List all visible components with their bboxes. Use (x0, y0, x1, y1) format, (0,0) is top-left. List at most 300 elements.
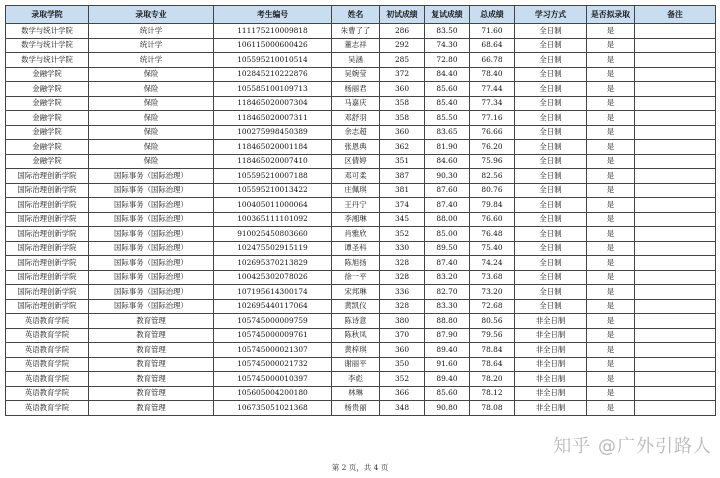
cell-admitted: 是 (587, 67, 635, 82)
cell-admitted: 是 (587, 169, 635, 184)
cell-remarks (635, 299, 716, 314)
header-major: 录取专业 (89, 6, 214, 24)
cell-college: 国际治理创新学院 (6, 169, 89, 184)
cell-retest-score: 85.40 (425, 96, 470, 111)
header-college: 录取学院 (6, 6, 89, 24)
cell-study-mode: 全日制 (515, 82, 587, 97)
cell-name: 邓舒羽 (332, 111, 380, 126)
header-initial-score: 初试成绩 (380, 6, 425, 24)
cell-study-mode: 全日制 (515, 227, 587, 242)
cell-name: 陈旭扬 (332, 256, 380, 271)
cell-initial-score: 328 (380, 270, 425, 285)
cell-total-score: 75.40 (470, 241, 515, 256)
cell-total-score: 77.16 (470, 111, 515, 126)
cell-total-score: 68.64 (470, 38, 515, 53)
cell-college: 金融学院 (6, 125, 89, 140)
cell-study-mode: 全日制 (515, 270, 587, 285)
header-admitted: 是否拟录取 (587, 6, 635, 24)
table-row (6, 241, 716, 256)
cell-major: 国际事务（国际治理） (89, 241, 214, 256)
cell-remarks (635, 386, 716, 401)
cell-retest-score: 85.60 (425, 386, 470, 401)
cell-candidate-id: 106735051021368 (214, 401, 332, 416)
table-row (6, 96, 716, 111)
cell-college: 数学与统计学院 (6, 53, 89, 68)
table-row (6, 169, 716, 184)
cell-total-score: 78.08 (470, 401, 515, 416)
cell-remarks (635, 125, 716, 140)
cell-initial-score: 285 (380, 53, 425, 68)
table-row (6, 343, 716, 358)
header-name: 姓名 (332, 6, 380, 24)
cell-name: 张恩典 (332, 140, 380, 155)
cell-remarks (635, 24, 716, 39)
cell-college: 数学与统计学院 (6, 24, 89, 39)
cell-initial-score: 352 (380, 227, 425, 242)
cell-retest-score: 87.60 (425, 183, 470, 198)
table-row (6, 67, 716, 82)
cell-initial-score: 362 (380, 140, 425, 155)
cell-college: 国际治理创新学院 (6, 183, 89, 198)
cell-total-score: 76.66 (470, 125, 515, 140)
cell-candidate-id: 100275998450389 (214, 125, 332, 140)
cell-college: 国际治理创新学院 (6, 270, 89, 285)
cell-name: 王丹宁 (332, 198, 380, 213)
cell-admitted: 是 (587, 212, 635, 227)
cell-college: 金融学院 (6, 67, 89, 82)
cell-admitted: 是 (587, 241, 635, 256)
cell-initial-score: 360 (380, 82, 425, 97)
table-row (6, 212, 716, 227)
cell-name: 区倩婷 (332, 154, 380, 169)
cell-candidate-id: 105745000009759 (214, 314, 332, 329)
cell-total-score: 76.20 (470, 140, 515, 155)
cell-candidate-id: 105745000009761 (214, 328, 332, 343)
cell-name: 宋邦琳 (332, 285, 380, 300)
cell-remarks (635, 401, 716, 416)
cell-study-mode: 全日制 (515, 285, 587, 300)
cell-remarks (635, 256, 716, 271)
table-row (6, 299, 716, 314)
cell-major: 国际事务（国际治理） (89, 169, 214, 184)
cell-admitted: 是 (587, 270, 635, 285)
cell-retest-score: 87.40 (425, 256, 470, 271)
header-study-mode: 学习方式 (515, 6, 587, 24)
cell-name: 余志超 (332, 125, 380, 140)
cell-total-score: 78.84 (470, 343, 515, 358)
cell-name: 李彪 (332, 372, 380, 387)
cell-initial-score: 358 (380, 111, 425, 126)
cell-name: 林琳 (332, 386, 380, 401)
cell-remarks (635, 183, 716, 198)
cell-retest-score: 90.30 (425, 169, 470, 184)
table-row (6, 401, 716, 416)
table-row (6, 38, 716, 53)
cell-candidate-id: 105595210013422 (214, 183, 332, 198)
cell-initial-score: 381 (380, 183, 425, 198)
cell-total-score: 77.44 (470, 82, 515, 97)
cell-major: 教育管理 (89, 314, 214, 329)
cell-study-mode: 全日制 (515, 256, 587, 271)
cell-college: 国际治理创新学院 (6, 299, 89, 314)
cell-initial-score: 330 (380, 241, 425, 256)
cell-admitted: 是 (587, 53, 635, 68)
cell-candidate-id: 910025450803660 (214, 227, 332, 242)
cell-remarks (635, 82, 716, 97)
cell-remarks (635, 169, 716, 184)
cell-remarks (635, 328, 716, 343)
cell-initial-score: 358 (380, 96, 425, 111)
cell-admitted: 是 (587, 256, 635, 271)
cell-total-score: 77.34 (470, 96, 515, 111)
cell-admitted: 是 (587, 183, 635, 198)
cell-admitted: 是 (587, 372, 635, 387)
cell-total-score: 72.68 (470, 299, 515, 314)
cell-total-score: 80.56 (470, 314, 515, 329)
cell-major: 国际事务（国际治理） (89, 183, 214, 198)
cell-study-mode: 非全日制 (515, 343, 587, 358)
table-row (6, 82, 716, 97)
cell-name: 董志祥 (332, 38, 380, 53)
cell-name: 庄佩琪 (332, 183, 380, 198)
cell-total-score: 73.20 (470, 285, 515, 300)
cell-study-mode: 全日制 (515, 53, 587, 68)
cell-initial-score: 366 (380, 386, 425, 401)
cell-candidate-id: 105585100109713 (214, 82, 332, 97)
cell-admitted: 是 (587, 314, 635, 329)
cell-study-mode: 全日制 (515, 67, 587, 82)
cell-major: 统计学 (89, 24, 214, 39)
cell-name: 马嘉庆 (332, 96, 380, 111)
cell-remarks (635, 140, 716, 155)
cell-total-score: 75.96 (470, 154, 515, 169)
cell-candidate-id: 118465020007304 (214, 96, 332, 111)
cell-major: 国际事务（国际治理） (89, 256, 214, 271)
cell-major: 保险 (89, 82, 214, 97)
cell-initial-score: 336 (380, 285, 425, 300)
cell-study-mode: 全日制 (515, 169, 587, 184)
cell-retest-score: 87.40 (425, 198, 470, 213)
cell-major: 教育管理 (89, 372, 214, 387)
cell-college: 国际治理创新学院 (6, 212, 89, 227)
cell-remarks (635, 96, 716, 111)
cell-study-mode: 全日制 (515, 125, 587, 140)
cell-initial-score: 351 (380, 154, 425, 169)
cell-retest-score: 88.80 (425, 314, 470, 329)
cell-remarks (635, 154, 716, 169)
cell-candidate-id: 100405011000064 (214, 198, 332, 213)
cell-retest-score: 89.40 (425, 372, 470, 387)
cell-admitted: 是 (587, 285, 635, 300)
cell-retest-score: 83.65 (425, 125, 470, 140)
cell-name: 吴婉莹 (332, 67, 380, 82)
page-footer: 第 2 页，共 4 页 (331, 463, 389, 472)
table-row (6, 357, 716, 372)
cell-candidate-id: 118465020007311 (214, 111, 332, 126)
cell-total-score: 78.12 (470, 386, 515, 401)
cell-major: 国际事务（国际治理） (89, 285, 214, 300)
cell-major: 保险 (89, 96, 214, 111)
cell-candidate-id: 106115000600426 (214, 38, 332, 53)
cell-candidate-id: 118465020001184 (214, 140, 332, 155)
cell-major: 保险 (89, 125, 214, 140)
cell-name: 黄梓琪 (332, 343, 380, 358)
cell-retest-score: 89.40 (425, 343, 470, 358)
header-total-score: 总成绩 (470, 6, 515, 24)
cell-college: 国际治理创新学院 (6, 241, 89, 256)
table-row (6, 53, 716, 68)
cell-name: 陈诗意 (332, 314, 380, 329)
cell-initial-score: 328 (380, 299, 425, 314)
cell-total-score: 82.56 (470, 169, 515, 184)
cell-candidate-id: 105595210007188 (214, 169, 332, 184)
cell-college: 金融学院 (6, 111, 89, 126)
cell-study-mode: 非全日制 (515, 328, 587, 343)
cell-retest-score: 90.80 (425, 401, 470, 416)
cell-college: 英语教育学院 (6, 372, 89, 387)
cell-retest-score: 89.50 (425, 241, 470, 256)
cell-college: 英语教育学院 (6, 343, 89, 358)
cell-admitted: 是 (587, 111, 635, 126)
cell-initial-score: 360 (380, 125, 425, 140)
cell-admitted: 是 (587, 227, 635, 242)
cell-candidate-id: 102695370213829 (214, 256, 332, 271)
cell-admitted: 是 (587, 82, 635, 97)
table-row (6, 227, 716, 242)
cell-total-score: 78.20 (470, 372, 515, 387)
table-row (6, 24, 716, 39)
cell-total-score: 73.68 (470, 270, 515, 285)
cell-total-score: 78.64 (470, 357, 515, 372)
cell-retest-score: 83.50 (425, 24, 470, 39)
cell-major: 保险 (89, 67, 214, 82)
cell-admitted: 是 (587, 343, 635, 358)
cell-study-mode: 全日制 (515, 198, 587, 213)
cell-name: 邓可柔 (332, 169, 380, 184)
cell-remarks (635, 270, 716, 285)
header-remarks: 备注 (635, 6, 716, 24)
table-row (6, 256, 716, 271)
cell-candidate-id: 100365111101092 (214, 212, 332, 227)
table-row (6, 386, 716, 401)
cell-candidate-id: 107195614300174 (214, 285, 332, 300)
cell-initial-score: 370 (380, 328, 425, 343)
cell-total-score: 76.48 (470, 227, 515, 242)
cell-major: 教育管理 (89, 328, 214, 343)
cell-name: 谢丽平 (332, 357, 380, 372)
cell-major: 国际事务（国际治理） (89, 227, 214, 242)
cell-initial-score: 360 (380, 343, 425, 358)
cell-major: 国际事务（国际治理） (89, 212, 214, 227)
cell-candidate-id: 105595210010514 (214, 53, 332, 68)
table-row (6, 111, 716, 126)
cell-study-mode: 全日制 (515, 154, 587, 169)
cell-admitted: 是 (587, 401, 635, 416)
cell-college: 英语教育学院 (6, 314, 89, 329)
cell-college: 英语教育学院 (6, 386, 89, 401)
cell-candidate-id: 102475502915119 (214, 241, 332, 256)
cell-college: 数学与统计学院 (6, 38, 89, 53)
cell-candidate-id: 111175210009818 (214, 24, 332, 39)
cell-total-score: 78.40 (470, 67, 515, 82)
cell-name: 徐一平 (332, 270, 380, 285)
cell-total-score: 66.78 (470, 53, 515, 68)
cell-initial-score: 350 (380, 357, 425, 372)
cell-college: 英语教育学院 (6, 401, 89, 416)
cell-retest-score: 84.40 (425, 67, 470, 82)
table-row (6, 154, 716, 169)
cell-name: 黄凯仪 (332, 299, 380, 314)
table-row (6, 314, 716, 329)
cell-study-mode: 非全日制 (515, 357, 587, 372)
cell-total-score: 80.76 (470, 183, 515, 198)
cell-study-mode: 全日制 (515, 24, 587, 39)
cell-name: 朱曹了了 (332, 24, 380, 39)
cell-initial-score: 348 (380, 401, 425, 416)
header-row (6, 6, 716, 24)
cell-study-mode: 全日制 (515, 140, 587, 155)
cell-initial-score: 387 (380, 169, 425, 184)
cell-study-mode: 全日制 (515, 299, 587, 314)
cell-remarks (635, 38, 716, 53)
cell-college: 国际治理创新学院 (6, 256, 89, 271)
table-row (6, 140, 716, 155)
cell-admitted: 是 (587, 96, 635, 111)
cell-college: 国际治理创新学院 (6, 227, 89, 242)
cell-initial-score: 328 (380, 256, 425, 271)
cell-college: 金融学院 (6, 154, 89, 169)
cell-candidate-id: 105745000021732 (214, 357, 332, 372)
cell-admitted: 是 (587, 198, 635, 213)
cell-remarks (635, 53, 716, 68)
cell-major: 保险 (89, 111, 214, 126)
cell-name: 吴涵 (332, 53, 380, 68)
cell-major: 统计学 (89, 53, 214, 68)
cell-retest-score: 72.80 (425, 53, 470, 68)
cell-initial-score: 352 (380, 372, 425, 387)
cell-remarks (635, 227, 716, 242)
cell-college: 英语教育学院 (6, 328, 89, 343)
cell-retest-score: 81.90 (425, 140, 470, 155)
watermark: 知乎 @广外引路人 (553, 436, 712, 457)
cell-initial-score: 286 (380, 24, 425, 39)
table-row (6, 125, 716, 140)
cell-initial-score: 372 (380, 67, 425, 82)
cell-remarks (635, 212, 716, 227)
cell-name: 谭圣科 (332, 241, 380, 256)
cell-initial-score: 345 (380, 212, 425, 227)
cell-retest-score: 84.60 (425, 154, 470, 169)
cell-name: 陈秋凤 (332, 328, 380, 343)
cell-retest-score: 87.90 (425, 328, 470, 343)
cell-college: 英语教育学院 (6, 357, 89, 372)
cell-major: 国际事务（国际治理） (89, 299, 214, 314)
cell-admitted: 是 (587, 38, 635, 53)
table-row (6, 183, 716, 198)
cell-remarks (635, 314, 716, 329)
cell-candidate-id: 105605004200180 (214, 386, 332, 401)
cell-admitted: 是 (587, 328, 635, 343)
cell-study-mode: 非全日制 (515, 372, 587, 387)
cell-initial-score: 374 (380, 198, 425, 213)
cell-study-mode: 非全日制 (515, 401, 587, 416)
cell-study-mode: 全日制 (515, 96, 587, 111)
cell-remarks (635, 285, 716, 300)
cell-remarks (635, 357, 716, 372)
cell-retest-score: 74.30 (425, 38, 470, 53)
header-candidate-id: 考生编号 (214, 6, 332, 24)
cell-major: 保险 (89, 140, 214, 155)
cell-major: 教育管理 (89, 401, 214, 416)
cell-major: 教育管理 (89, 386, 214, 401)
cell-remarks (635, 111, 716, 126)
cell-major: 教育管理 (89, 343, 214, 358)
cell-candidate-id: 100425302078026 (214, 270, 332, 285)
cell-total-score: 79.56 (470, 328, 515, 343)
cell-study-mode: 全日制 (515, 111, 587, 126)
cell-candidate-id: 105745000021307 (214, 343, 332, 358)
cell-college: 国际治理创新学院 (6, 285, 89, 300)
cell-total-score: 76.60 (470, 212, 515, 227)
cell-study-mode: 非全日制 (515, 386, 587, 401)
cell-retest-score: 82.70 (425, 285, 470, 300)
cell-major: 国际事务（国际治理） (89, 270, 214, 285)
cell-college: 金融学院 (6, 140, 89, 155)
cell-study-mode: 全日制 (515, 38, 587, 53)
cell-retest-score: 85.50 (425, 111, 470, 126)
cell-retest-score: 88.00 (425, 212, 470, 227)
cell-admitted: 是 (587, 357, 635, 372)
cell-remarks (635, 372, 716, 387)
cell-admitted: 是 (587, 154, 635, 169)
cell-retest-score: 85.60 (425, 82, 470, 97)
cell-study-mode: 全日制 (515, 241, 587, 256)
cell-college: 金融学院 (6, 96, 89, 111)
cell-college: 国际治理创新学院 (6, 198, 89, 213)
cell-total-score: 74.24 (470, 256, 515, 271)
cell-name: 杨贵丽 (332, 401, 380, 416)
cell-name: 杨丽君 (332, 82, 380, 97)
cell-admitted: 是 (587, 299, 635, 314)
cell-candidate-id: 102695440117064 (214, 299, 332, 314)
cell-name: 肖雅欣 (332, 227, 380, 242)
cell-major: 统计学 (89, 38, 214, 53)
cell-remarks (635, 67, 716, 82)
table-row (6, 328, 716, 343)
cell-candidate-id: 102845210222876 (214, 67, 332, 82)
cell-remarks (635, 343, 716, 358)
cell-admitted: 是 (587, 386, 635, 401)
cell-major: 保险 (89, 154, 214, 169)
cell-college: 金融学院 (6, 82, 89, 97)
cell-retest-score: 91.60 (425, 357, 470, 372)
cell-initial-score: 380 (380, 314, 425, 329)
cell-admitted: 是 (587, 125, 635, 140)
cell-admitted: 是 (587, 24, 635, 39)
cell-major: 国际事务（国际治理） (89, 198, 214, 213)
table-row (6, 270, 716, 285)
cell-retest-score: 83.20 (425, 270, 470, 285)
cell-admitted: 是 (587, 140, 635, 155)
cell-retest-score: 83.30 (425, 299, 470, 314)
table-row (6, 372, 716, 387)
table-row (6, 198, 716, 213)
cell-retest-score: 85.00 (425, 227, 470, 242)
cell-total-score: 79.84 (470, 198, 515, 213)
cell-remarks (635, 198, 716, 213)
cell-study-mode: 非全日制 (515, 314, 587, 329)
cell-major: 教育管理 (89, 357, 214, 372)
